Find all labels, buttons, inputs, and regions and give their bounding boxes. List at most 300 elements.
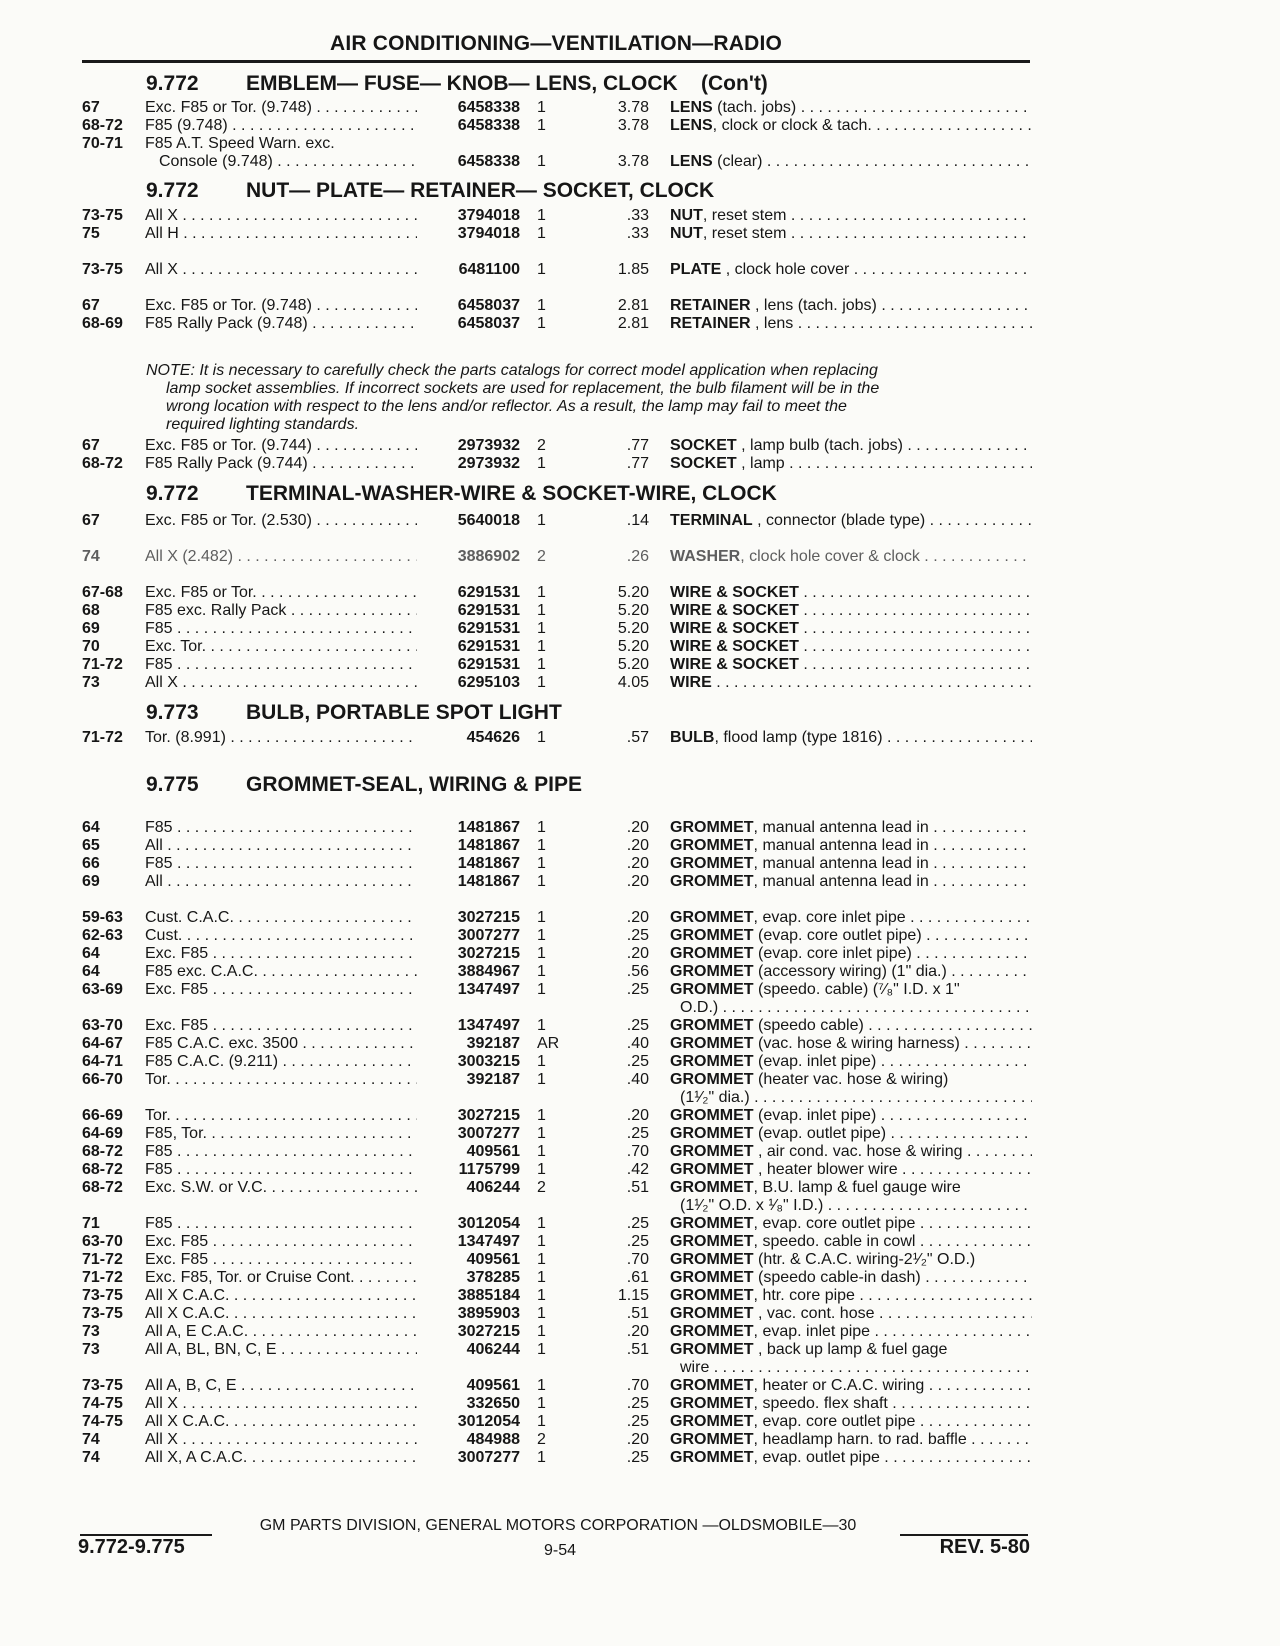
- price: 5.20: [617, 638, 649, 655]
- application: Tor. (8.991) . . .: [145, 728, 417, 747]
- price: .25: [626, 1395, 649, 1412]
- part-number: 3007277: [457, 1449, 520, 1466]
- quantity: 1: [537, 261, 546, 278]
- parts-row: [0, 260, 1280, 279]
- part-number: 3012054: [457, 1215, 520, 1232]
- part-description: [670, 619, 1032, 638]
- part-name: WIRE & SOCKET: [670, 656, 799, 673]
- year-range: 73-75: [82, 207, 123, 224]
- application: F85 . . .: [145, 818, 417, 837]
- part-number: 409561: [466, 1251, 520, 1268]
- application: Tor. . . .: [145, 1106, 417, 1125]
- parts-row: [0, 926, 1280, 945]
- quantity: 1: [537, 297, 546, 314]
- part-description: [670, 583, 1032, 602]
- part-description: [670, 1232, 1032, 1251]
- year-range: 66-69: [82, 1107, 123, 1124]
- price: .25: [626, 1053, 649, 1070]
- part-description: [670, 116, 1032, 135]
- price: .70: [626, 1251, 649, 1268]
- application: F85 C.A.C. exc. 3500 . . .: [145, 1034, 417, 1053]
- quantity: 1: [537, 584, 546, 601]
- price: .25: [626, 981, 649, 998]
- parts-row: [0, 436, 1280, 455]
- part-description: [670, 1160, 1032, 1179]
- year-range: 66-70: [82, 1071, 123, 1088]
- price: .57: [626, 729, 649, 746]
- part-number: 6291531: [457, 620, 520, 637]
- year-range: 70: [82, 638, 100, 655]
- price: .51: [626, 1179, 649, 1196]
- quantity: 1: [537, 117, 546, 134]
- footer-division: GM PARTS DIVISION, GENERAL MOTORS CORPORATION —OLDSMOBILE—30: [259, 1517, 857, 1534]
- part-name: GROMMET: [670, 1035, 754, 1052]
- price: .40: [626, 1071, 649, 1088]
- price: .33: [626, 207, 649, 224]
- part-detail: , evap. core inlet pipe: [753, 909, 906, 926]
- quantity: 1: [537, 1143, 546, 1160]
- part-number: 3012054: [457, 1413, 520, 1430]
- note-line: required lighting standards.: [166, 416, 360, 433]
- part-description: [670, 944, 1032, 963]
- application: F85 (9.748) . . .: [145, 116, 417, 135]
- part-description: [670, 1304, 1032, 1323]
- price: .77: [626, 455, 649, 472]
- part-number: 6291531: [457, 638, 520, 655]
- parts-row: [0, 296, 1280, 315]
- part-description: [670, 854, 1032, 873]
- note-line: wrong location with respect to the lens and/or reflector. As a result, the lamp may fail to meet the: [166, 398, 847, 415]
- part-name: GROMMET: [670, 1449, 754, 1466]
- part-name: GROMMET: [670, 1215, 754, 1232]
- price: .20: [626, 1107, 649, 1124]
- parts-row: [0, 980, 1280, 999]
- quantity: 1: [537, 1071, 546, 1088]
- socket-note: [146, 362, 1032, 434]
- quantity: 1: [537, 1215, 546, 1232]
- part-detail: , speedo. flex shaft: [753, 1395, 888, 1412]
- year-range: 68-69: [82, 315, 123, 332]
- year-range: 70-71: [82, 135, 123, 152]
- part-name: LENS: [670, 153, 713, 170]
- part-name: GROMMET: [670, 1323, 754, 1340]
- part-description: [670, 980, 1032, 999]
- quantity: 1: [537, 315, 546, 332]
- note-line: NOTE: It is necessary to carefully check the parts catalogs for correct model application when replacing: [146, 362, 878, 379]
- application: All X (2.482) . . .: [145, 547, 417, 566]
- part-detail: (evap. core inlet pipe): [753, 945, 912, 962]
- part-number: 6291531: [457, 584, 520, 601]
- part-number: 409561: [466, 1377, 520, 1394]
- part-detail: (speedo. cable) (⁷⁄₈" I.D. x 1": [753, 981, 960, 998]
- year-range: 74: [82, 1449, 100, 1466]
- part-number: 332650: [466, 1395, 520, 1412]
- part-detail: , evap. inlet pipe: [753, 1323, 871, 1340]
- year-range: 73: [82, 1341, 100, 1358]
- price: .56: [626, 963, 649, 980]
- part-detail: , lens (tach. jobs): [750, 297, 877, 314]
- part-number: 1481867: [457, 837, 520, 854]
- quantity: 2: [537, 1431, 546, 1448]
- part-detail: , evap. core outlet pipe: [753, 1215, 916, 1232]
- part-number: 5640018: [457, 512, 520, 529]
- parts-row: [0, 1232, 1280, 1251]
- application: F85 Rally Pack (9.744) . . .: [145, 454, 417, 473]
- part-description: [670, 1376, 1032, 1395]
- part-description: [670, 1430, 1032, 1449]
- part-description: [670, 152, 1032, 171]
- year-range: 64-69: [82, 1125, 123, 1142]
- parts-row-continuation: [0, 1088, 1280, 1107]
- application: F85 A.T. Speed Warn. exc.: [145, 135, 335, 152]
- application: All X . . .: [145, 1430, 417, 1449]
- parts-row: [0, 98, 1280, 117]
- part-detail: , back up lamp & fuel gage: [753, 1341, 948, 1358]
- quantity: 1: [537, 153, 546, 170]
- part-number: 1347497: [457, 1233, 520, 1250]
- price: .25: [626, 1125, 649, 1142]
- application: Exc. F85 or Tor. (9.744) . . .: [145, 436, 417, 455]
- quantity: 1: [537, 1449, 546, 1466]
- part-number: 3027215: [457, 909, 520, 926]
- year-range: 74-75: [82, 1395, 123, 1412]
- quantity: 1: [537, 1107, 546, 1124]
- part-number: 392187: [466, 1071, 520, 1088]
- part-description: [670, 872, 1032, 891]
- parts-row: [0, 206, 1280, 225]
- part-name: GROMMET: [670, 1287, 754, 1304]
- quantity: 1: [537, 602, 546, 619]
- price: 1.85: [617, 261, 649, 278]
- section-title: EMBLEM— FUSE— KNOB— LENS, CLOCK (Con't): [246, 72, 768, 95]
- year-range: 64: [82, 819, 100, 836]
- parts-row: [0, 1304, 1280, 1323]
- price: .25: [626, 1215, 649, 1232]
- part-number: 3027215: [457, 1323, 520, 1340]
- part-name: GROMMET: [670, 1341, 754, 1358]
- quantity: 1: [537, 837, 546, 854]
- quantity: 1: [537, 981, 546, 998]
- part-detail: , manual antenna lead in: [753, 873, 929, 890]
- application: Exc. F85 or Tor. . . .: [145, 583, 417, 602]
- year-range: 68-72: [82, 117, 123, 134]
- year-range: 69: [82, 620, 100, 637]
- part-detail: , clock hole cover: [721, 261, 850, 278]
- parts-row: [0, 1322, 1280, 1341]
- quantity: 1: [537, 620, 546, 637]
- part-detail: , connector (blade type): [752, 512, 926, 529]
- price: .51: [626, 1341, 649, 1358]
- part-name: PLATE: [670, 261, 722, 278]
- application: Exc. F85, Tor. or Cruise Cont. . . .: [145, 1268, 417, 1287]
- part-description: [670, 962, 1032, 981]
- price: 5.20: [617, 602, 649, 619]
- part-number: 6458338: [457, 153, 520, 170]
- part-number: 6481100: [458, 261, 520, 278]
- part-detail: , headlamp harn. to rad. baffle: [753, 1431, 967, 1448]
- part-description: [670, 637, 1032, 656]
- part-detail: (evap. outlet pipe): [753, 1125, 887, 1142]
- section-title: NUT— PLATE— RETAINER— SOCKET, CLOCK: [246, 179, 715, 202]
- part-name: GROMMET: [670, 1143, 754, 1160]
- part-description: [670, 98, 1032, 117]
- part-number: 6458037: [457, 297, 520, 314]
- part-name: GROMMET: [670, 981, 754, 998]
- section-heading: [146, 178, 714, 204]
- application: All X . . .: [145, 1394, 417, 1413]
- price: .25: [626, 927, 649, 944]
- price: 2.81: [617, 297, 649, 314]
- year-range: 64-71: [82, 1053, 123, 1070]
- parts-row: [0, 1448, 1280, 1467]
- price: .20: [626, 873, 649, 890]
- application: All X . . .: [145, 260, 417, 279]
- quantity: 1: [537, 963, 546, 980]
- parts-row: [0, 836, 1280, 855]
- parts-row: [0, 1142, 1280, 1161]
- year-range: 71-72: [82, 729, 123, 746]
- year-range: 66: [82, 855, 100, 872]
- year-range: 68: [82, 602, 100, 619]
- page-title: AIR CONDITIONING—VENTILATION—RADIO: [329, 32, 783, 55]
- year-range: 69: [82, 873, 100, 890]
- section-number: 9.773: [146, 701, 199, 724]
- application: All . . .: [145, 836, 417, 855]
- year-range: 63-70: [82, 1233, 123, 1250]
- application: Exc. F85 . . .: [145, 980, 417, 999]
- year-range: 68-72: [82, 1143, 123, 1160]
- parts-row: [0, 944, 1280, 963]
- part-name: GROMMET: [670, 1161, 754, 1178]
- quantity: 1: [537, 512, 546, 529]
- part-name: GROMMET: [670, 945, 754, 962]
- year-range: 63-70: [82, 1017, 123, 1034]
- year-range: 71-72: [82, 656, 123, 673]
- year-range: 63-69: [82, 981, 123, 998]
- year-range: 64: [82, 945, 100, 962]
- quantity: 1: [537, 1233, 546, 1250]
- parts-row: [0, 314, 1280, 333]
- quantity: 1: [537, 207, 546, 224]
- part-description: [670, 1052, 1032, 1071]
- part-description: [670, 1268, 1032, 1287]
- application: F85, Tor. . . .: [145, 1124, 417, 1143]
- part-name: WIRE: [670, 674, 712, 691]
- part-description: [670, 926, 1032, 945]
- part-description: [670, 547, 1032, 566]
- application: All X C.A.C. . . .: [145, 1286, 417, 1305]
- part-name: GROMMET: [670, 1395, 754, 1412]
- part-number: 3007277: [457, 927, 520, 944]
- price: .25: [626, 1413, 649, 1430]
- part-detail: (evap. inlet pipe): [753, 1107, 877, 1124]
- price: 4.05: [617, 674, 649, 691]
- price: 1.15: [617, 1287, 649, 1304]
- part-name: WIRE & SOCKET: [670, 620, 799, 637]
- year-range: 71-72: [82, 1251, 123, 1268]
- part-name: GROMMET: [670, 1179, 754, 1196]
- year-range: 64: [82, 963, 100, 980]
- part-description: [670, 296, 1032, 315]
- part-description: [670, 673, 1032, 692]
- part-description: (1¹⁄₂" dia.) . . .: [670, 1088, 1032, 1107]
- application: F85 C.A.C. (9.211) . . .: [145, 1052, 417, 1071]
- part-description: [670, 1016, 1032, 1035]
- part-number: 6458338: [457, 117, 520, 134]
- part-description: [670, 1250, 1032, 1269]
- part-number: 409561: [466, 1143, 520, 1160]
- application: F85 exc. Rally Pack . . .: [145, 601, 417, 620]
- part-detail: , lamp: [736, 455, 785, 472]
- part-name: RETAINER: [670, 315, 751, 332]
- quantity: 1: [537, 225, 546, 242]
- section-number: 9.772: [146, 482, 199, 505]
- price: .20: [626, 909, 649, 926]
- application: Exc. F85 . . .: [145, 1016, 417, 1035]
- year-range: 73: [82, 1323, 100, 1340]
- price: 5.20: [617, 656, 649, 673]
- part-detail: , evap. outlet pipe: [753, 1449, 880, 1466]
- part-name: GROMMET: [670, 1305, 754, 1322]
- part-name: WIRE & SOCKET: [670, 584, 799, 601]
- part-detail: , clock or clock & tach.: [712, 117, 872, 134]
- year-range: 67: [82, 512, 100, 529]
- part-number: 6291531: [457, 656, 520, 673]
- year-range: 71: [82, 1215, 100, 1232]
- part-name: GROMMET: [670, 1269, 754, 1286]
- part-number: 2973932: [457, 437, 520, 454]
- price: 3.78: [617, 99, 649, 116]
- part-name: GROMMET: [670, 1233, 754, 1250]
- part-name: GROMMET: [670, 963, 754, 980]
- year-range: 75: [82, 225, 100, 242]
- part-description: [670, 260, 1032, 279]
- application: All A, BL, BN, C, E . . .: [145, 1340, 417, 1359]
- part-number: 406244: [466, 1341, 520, 1358]
- part-detail: (tach. jobs): [712, 99, 797, 116]
- parts-row: [0, 854, 1280, 873]
- parts-row: [0, 1160, 1280, 1179]
- part-detail: , manual antenna lead in: [753, 837, 929, 854]
- part-name: NUT: [670, 207, 703, 224]
- application: All A, E C.A.C. . . .: [145, 1322, 417, 1341]
- parts-row: [0, 1034, 1280, 1053]
- part-name: TERMINAL: [670, 512, 753, 529]
- price: .51: [626, 1305, 649, 1322]
- parts-row: [0, 908, 1280, 927]
- section-number: 9.772: [146, 179, 199, 202]
- year-range: 68-72: [82, 455, 123, 472]
- part-name: GROMMET: [670, 1431, 754, 1448]
- price: .25: [626, 1017, 649, 1034]
- part-description: [670, 655, 1032, 674]
- parts-row-continuation: [0, 1358, 1280, 1377]
- part-description: [670, 314, 1032, 333]
- part-description: [670, 1340, 1032, 1359]
- part-description: [670, 601, 1032, 620]
- quantity: 1: [537, 1395, 546, 1412]
- part-description: [670, 836, 1032, 855]
- part-number: 3007277: [457, 1125, 520, 1142]
- price: .20: [626, 1323, 649, 1340]
- quantity: 1: [537, 455, 546, 472]
- quantity: 1: [537, 1305, 546, 1322]
- part-detail: , htr. core pipe: [753, 1287, 855, 1304]
- application: Exc. S.W. or V.C. . . .: [145, 1178, 417, 1197]
- parts-row: [0, 1052, 1280, 1071]
- part-name: GROMMET: [670, 909, 754, 926]
- part-name: GROMMET: [670, 873, 754, 890]
- part-name: GROMMET: [670, 1107, 754, 1124]
- part-detail: (evap. inlet pipe): [753, 1053, 877, 1070]
- part-detail: (speedo cable): [753, 1017, 864, 1034]
- quantity: 1: [537, 729, 546, 746]
- part-detail: , B.U. lamp & fuel gauge wire: [753, 1179, 961, 1196]
- application: Cust. . . .: [145, 926, 417, 945]
- price: .26: [626, 548, 649, 565]
- price: .61: [626, 1269, 649, 1286]
- parts-row: [0, 619, 1280, 638]
- application: All X . . .: [145, 673, 417, 692]
- parts-row: [0, 511, 1280, 530]
- part-detail: , reset stem: [702, 225, 787, 242]
- quantity: 1: [537, 945, 546, 962]
- part-number: 6291531: [457, 602, 520, 619]
- quantity: 1: [537, 873, 546, 890]
- quantity: 1: [537, 819, 546, 836]
- application: Exc. F85 . . .: [145, 1232, 417, 1251]
- year-range: 65: [82, 837, 100, 854]
- quantity: 1: [537, 855, 546, 872]
- part-detail: , vac. cont. hose: [753, 1305, 875, 1322]
- part-number: 1481867: [457, 855, 520, 872]
- application: F85 . . .: [145, 1142, 417, 1161]
- price: .20: [626, 945, 649, 962]
- parts-row: [0, 1340, 1280, 1359]
- quantity: 2: [537, 1179, 546, 1196]
- part-description: [670, 818, 1032, 837]
- part-number: 1481867: [457, 819, 520, 836]
- year-range: 73-75: [82, 261, 123, 278]
- application: Exc. Tor. . . .: [145, 637, 417, 656]
- quantity: 1: [537, 1413, 546, 1430]
- note-line: lamp socket assemblies. If incorrect sockets are used for replacement, the bulb filament will be in the: [166, 380, 880, 397]
- parts-row: [0, 728, 1280, 747]
- part-name: WIRE & SOCKET: [670, 638, 799, 655]
- quantity: 1: [537, 99, 546, 116]
- part-name: WASHER: [670, 548, 741, 565]
- part-detail: , speedo. cable in cowl: [753, 1233, 916, 1250]
- application: Cust. C.A.C. . . .: [145, 908, 417, 927]
- parts-row: [0, 547, 1280, 566]
- part-detail: (vac. hose & wiring harness): [753, 1035, 960, 1052]
- quantity: 1: [537, 1269, 546, 1286]
- application: F85 . . .: [145, 619, 417, 638]
- part-number: 454626: [466, 729, 520, 746]
- application: Exc. F85 or Tor. (2.530) . . .: [145, 511, 417, 530]
- quantity: AR: [537, 1035, 560, 1052]
- parts-row: [0, 134, 1280, 153]
- price: .14: [626, 512, 649, 529]
- application: All X C.A.C. . . .: [145, 1304, 417, 1323]
- year-range: 73-75: [82, 1377, 123, 1394]
- quantity: 1: [537, 1377, 546, 1394]
- quantity: 1: [537, 1125, 546, 1142]
- price: .25: [626, 1233, 649, 1250]
- quantity: 1: [537, 1017, 546, 1034]
- part-number: 6458338: [457, 99, 520, 116]
- parts-row: [0, 152, 1280, 171]
